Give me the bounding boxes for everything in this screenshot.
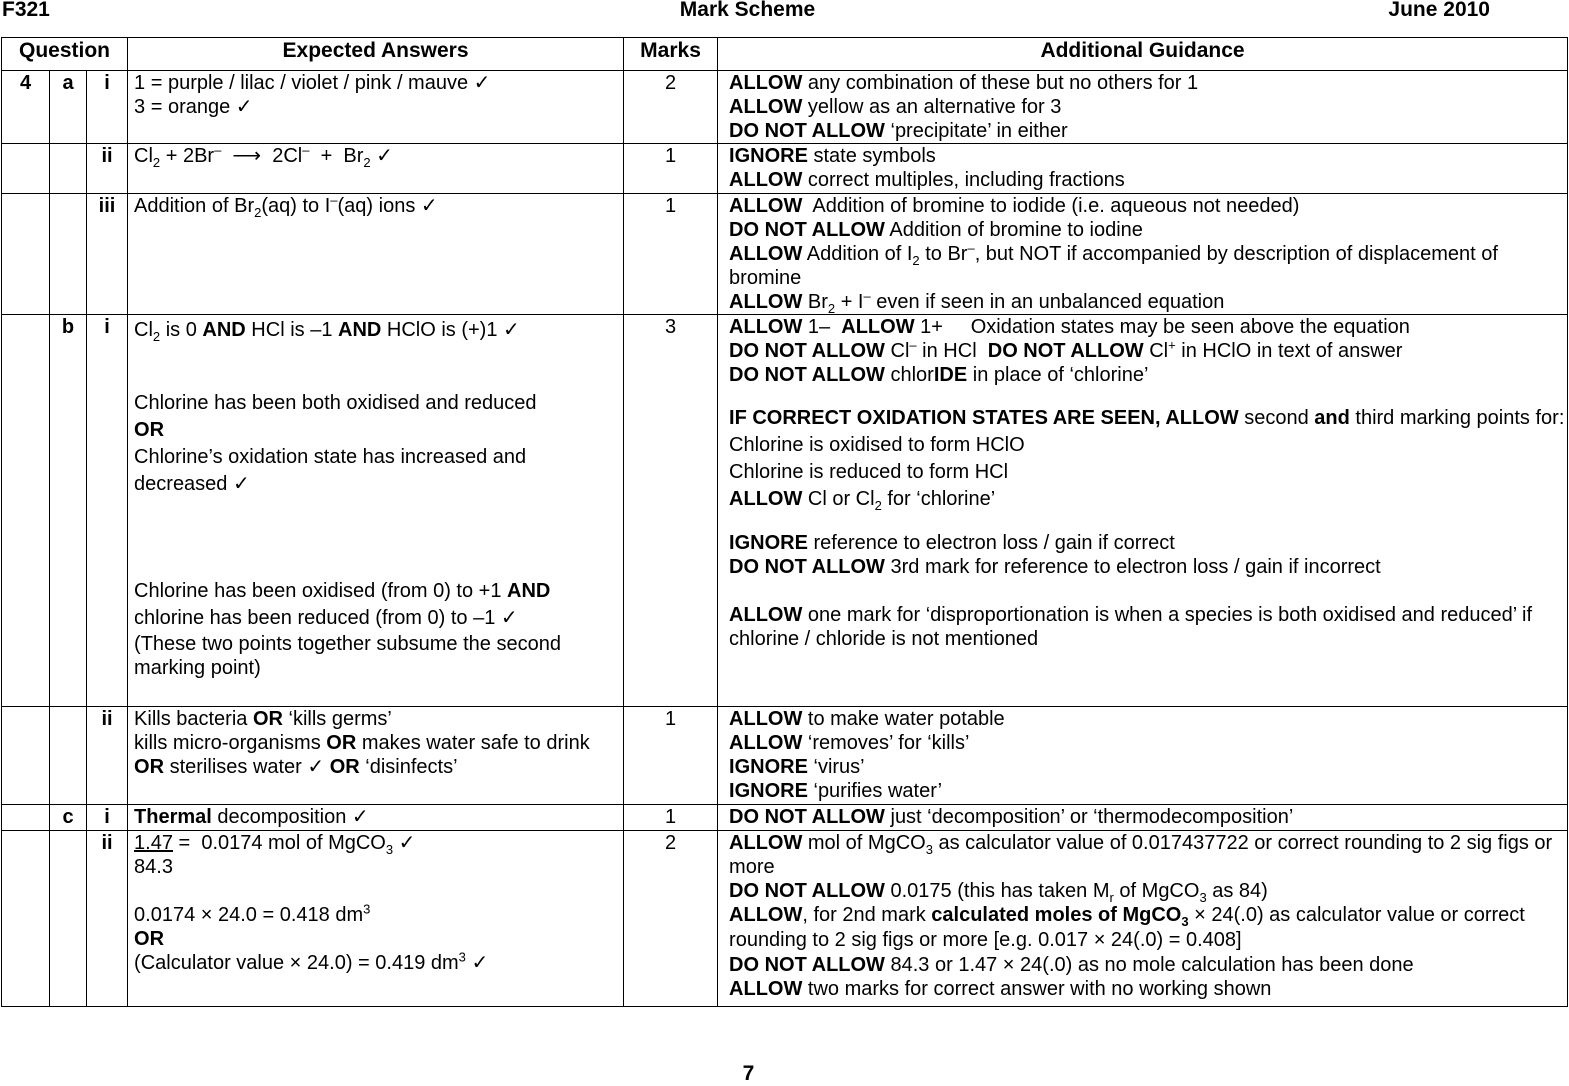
guidance: IGNORE state symbols ALLOW correct multiples, including fractions bbox=[718, 144, 1568, 194]
table-row bbox=[2, 71, 1568, 144]
question-part: c bbox=[50, 805, 87, 831]
question-subpart: ii bbox=[87, 707, 128, 805]
guidance: ALLOW Addition of bromine to iodide (i.e. aqueous not needed) DO NOT ALLOW Addition of bromine to iodine ALLOW Addition of $I_2$ to Br–, but NOT if accompanied by description of displacement of bromine ALLOW $Br_2 + I^-$ even if seen in an unbalanced equation bbox=[718, 194, 1568, 315]
expected-answer: Thermal decomposition ✓ bbox=[128, 805, 624, 831]
question-part: b bbox=[50, 315, 87, 707]
document-date: June 2010 bbox=[1388, 0, 1490, 21]
table-row bbox=[2, 144, 1568, 194]
question-part: a bbox=[50, 71, 87, 144]
marks: 1 bbox=[624, 144, 718, 194]
header-additional-guidance: Additional Guidance bbox=[718, 38, 1568, 71]
expected-answer: 1 = purple / lilac / violet / pink / mauve ✓ 3 = orange ✓ bbox=[128, 71, 624, 144]
question-subpart: i bbox=[87, 71, 128, 144]
question-subpart: i bbox=[87, 805, 128, 831]
marks: 2 bbox=[624, 831, 718, 1007]
question-subpart: iii bbox=[87, 194, 128, 315]
mark-scheme-table bbox=[1, 37, 1568, 1007]
table-row bbox=[2, 831, 1568, 1007]
marks: 1 bbox=[624, 194, 718, 315]
table-header-row bbox=[2, 38, 1568, 71]
expected-answer: Addition of $Br_2(aq)$ to I–(aq) ions ✓ bbox=[128, 194, 624, 315]
table-row bbox=[2, 194, 1568, 315]
question-subpart: i bbox=[87, 315, 128, 707]
expected-answer: $Cl_2$ is 0 AND HCl is –1 AND HClO is (+)1 ✓ Chlorine has been both oxidised and reduced OR Chlorine’s oxidation state has increased and decreased ✓ Chlorine has been oxidised (from 0) to +1 AND chlorine has been reduced (from 0) to –1 ✓ (These two points together subsume the second marking point) bbox=[128, 315, 624, 707]
marks: 3 bbox=[624, 315, 718, 707]
guidance: DO NOT ALLOW just ‘decomposition’ or ‘thermodecomposition’ bbox=[718, 805, 1568, 831]
marks: 1 bbox=[624, 805, 718, 831]
guidance: ALLOW any combination of these but no others for 1 ALLOW yellow as an alternative for 3 DO NOT ALLOW ‘precipitate’ in either bbox=[718, 71, 1568, 144]
header-marks: Marks bbox=[624, 38, 718, 71]
table-row bbox=[2, 805, 1568, 831]
document-title: Mark Scheme bbox=[679, 0, 816, 21]
document-code: F321 bbox=[2, 0, 50, 21]
expected-answer: 1.47 = 0.0174 mol of MgCO$_3$ ✓ 84.3 0.0174 × 24.0 = 0.418 $dm^3$ OR (Calculator value × 24.0) = 0.419 $dm^3$ ✓ bbox=[128, 831, 624, 1007]
table-row bbox=[2, 707, 1568, 805]
page-number: 7 bbox=[742, 1062, 755, 1085]
guidance: ALLOW to make water potable ALLOW ‘removes’ for ‘kills’ IGNORE ‘virus’ IGNORE ‘purifies water’ bbox=[718, 707, 1568, 805]
header-expected-answers: Expected Answers bbox=[128, 38, 624, 71]
question-number: 4 bbox=[2, 71, 50, 144]
header-question: Question bbox=[2, 38, 128, 71]
question-subpart: ii bbox=[87, 144, 128, 194]
expected-answer: $Cl_2 + 2Br^-$ ⟶ $2Cl^- + Br_2$ ✓ bbox=[128, 144, 624, 194]
marks: 1 bbox=[624, 707, 718, 805]
expected-answer: Kills bacteria OR ‘kills germs’ kills micro-organisms OR makes water safe to drink OR sterilises water ✓ OR ‘disinfects’ bbox=[128, 707, 624, 805]
question-subpart: ii bbox=[87, 831, 128, 1007]
table-row bbox=[2, 315, 1568, 707]
marks: 2 bbox=[624, 71, 718, 144]
guidance: ALLOW mol of MgCO$_3$ as calculator value of 0.017437722 or correct rounding to 2 sig figs or more DO NOT ALLOW 0.0175 (this has taken $M_r$ of MgCO$_3$ as 84) ALLOW, for 2nd mark calculated moles of MgCO$_3$ × 24(.0) as calculator value or correct rounding to 2 sig figs or more [e.g. 0.017 × 24(.0) = 0.408] DO NOT ALLOW 84.3 or 1.47 × 24(.0) as no mole calculation has been done ALLOW two marks for correct answer with no working shown bbox=[718, 831, 1568, 1007]
guidance: ALLOW 1– ALLOW 1+ Oxidation states may be seen above the equation DO NOT ALLOW Cl– in HCl DO NOT ALLOW Cl+ in HClO in text of answer DO NOT ALLOW chlorIDE in place of ‘chlorine’ IF CORRECT OXIDATION STATES ARE SEEN, ALLOW second and third marking points for: Chlorine is oxidised to form HClO Chlorine is reduced to form HCl ALLOW Cl or $Cl_2$ for ‘chlorine’ IGNORE reference to electron loss / gain if correct DO NOT ALLOW 3rd mark for reference to electron loss / gain if incorrect ALLOW one mark for ‘disproportionation is when a species is both oxidised and reduced’ if chlorine / chloride is not mentioned bbox=[718, 315, 1568, 707]
